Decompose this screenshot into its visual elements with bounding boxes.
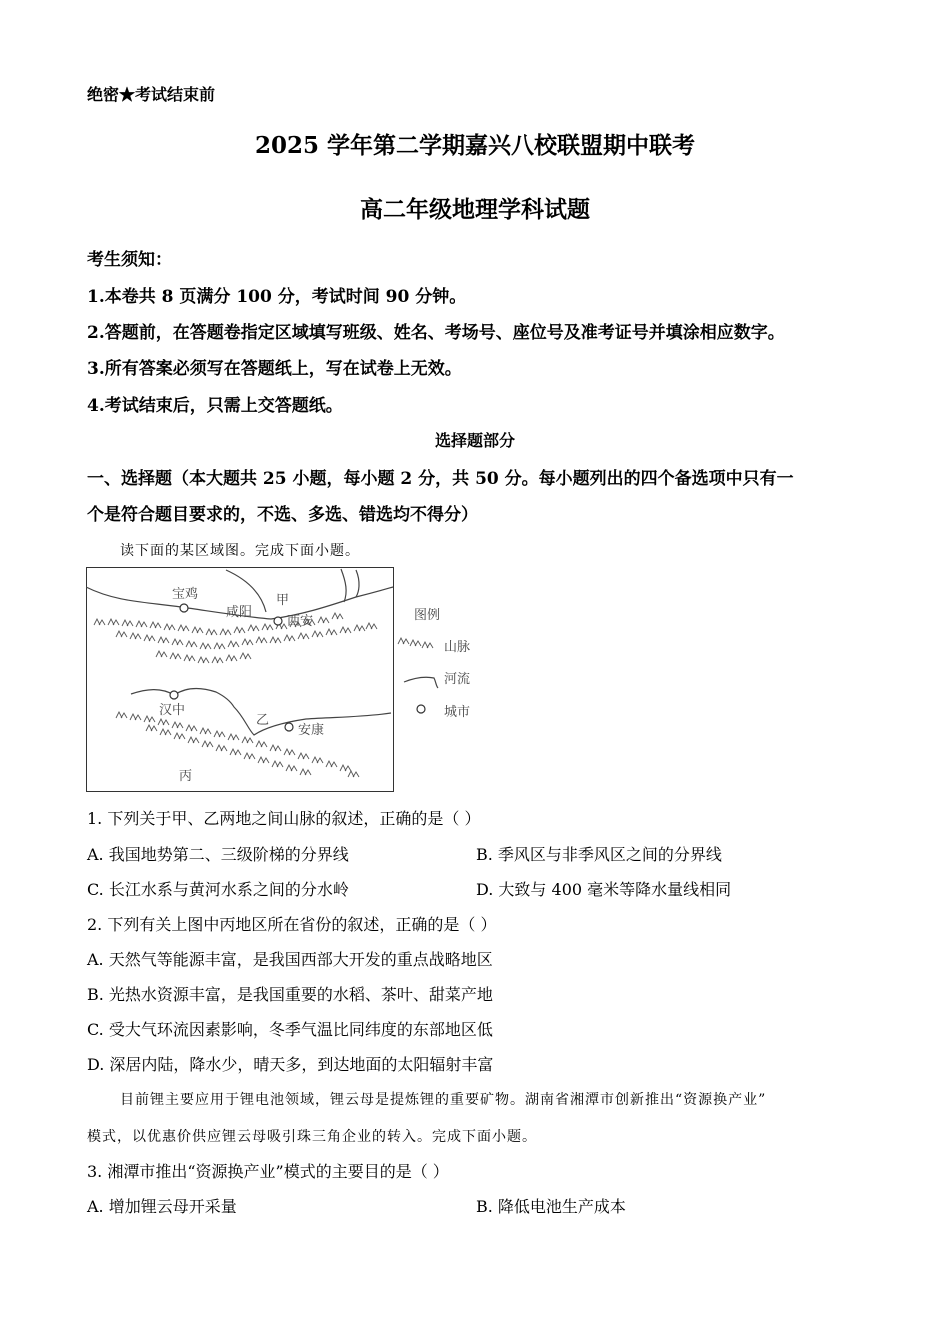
- question-1-option-a: A. 我国地势第二、三级阶梯的分界线: [87, 845, 349, 864]
- legend-river-label: 河流: [444, 672, 471, 687]
- question-3-option-a: A. 增加锂云母开采量: [87, 1197, 237, 1216]
- region-map: [86, 567, 394, 792]
- question-1-option-c: C. 长江水系与黄河水系之间的分水岭: [87, 880, 349, 899]
- label-ankang: 安康: [298, 723, 325, 738]
- label-hanzhong: 汉中: [159, 703, 186, 718]
- intro-map: 读下面的某区域图。完成下面小题。: [120, 543, 360, 559]
- section-instruction-line2: 个是符合题目要求的，不选、多选、错选均不得分）: [87, 505, 478, 525]
- legend-city-symbol: [417, 705, 425, 713]
- passage-lithium-line1: 目前锂主要应用于锂电池领域，锂云母是提炼锂的重要矿物。湖南省湘潭市创新推出“资源换产业”: [120, 1092, 767, 1108]
- confidential-mark: 绝密★考试结束前: [87, 85, 216, 104]
- label-bing: 丙: [179, 769, 193, 784]
- city-xian: [274, 617, 282, 625]
- question-3-option-b: B. 降低电池生产成本: [476, 1197, 626, 1216]
- legend-mountain-symbol: [398, 638, 433, 648]
- notice-heading: 考生须知：: [87, 250, 172, 270]
- notice-item-3: 3.所有答案必须写在答题纸上，写在试卷上无效。: [87, 359, 462, 379]
- city-baoji: [180, 604, 188, 612]
- notice-item-4: 4.考试结束后，只需上交答题纸。: [87, 396, 343, 416]
- legend-city-label: 城市: [444, 705, 471, 720]
- map-legend: [396, 600, 506, 740]
- legend-river-symbol: [404, 677, 438, 688]
- question-1-stem: 1. 下列关于甲、乙两地之间山脉的叙述，正确的是（ ）: [87, 809, 481, 828]
- label-yi: 乙: [256, 713, 270, 728]
- city-ankang: [285, 723, 293, 731]
- legend-mountain-label: 山脉: [444, 640, 471, 655]
- label-jia: 甲: [276, 593, 290, 608]
- label-xian: 西安: [287, 614, 314, 629]
- label-xianyang: 咸阳: [226, 605, 253, 620]
- question-2-option-a: A. 天然气等能源丰富，是我国西部大开发的重点战略地区: [87, 950, 493, 969]
- exam-subtitle: 高二年级地理学科试题: [360, 196, 590, 223]
- question-3-stem: 3. 湘潭市推出“资源换产业”模式的主要目的是（ ）: [87, 1162, 449, 1181]
- notice-item-1: 1.本卷共 8 页满分 100 分，考试时间 90 分钟。: [87, 287, 467, 307]
- section-instruction-line1: 一、选择题（本大题共 25 小题，每小题 2 分，共 50 分。每小题列出的四个备选项中只有一: [87, 469, 794, 489]
- legend-title: 图例: [414, 608, 441, 623]
- question-2-option-b: B. 光热水资源丰富，是我国重要的水稻、茶叶、甜菜产地: [87, 985, 493, 1004]
- section-name: 选择题部分: [434, 431, 515, 450]
- passage-lithium-line2: 模式，以优惠价供应锂云母吸引珠三角企业的转入。完成下面小题。: [87, 1129, 537, 1145]
- exam-title: 2025 学年第二学期嘉兴八校联盟期中联考: [254, 132, 696, 159]
- city-hanzhong: [170, 691, 178, 699]
- notice-item-2: 2.答题前，在答题卷指定区域填写班级、姓名、考场号、座位号及准考证号并填涂相应数字。: [87, 323, 785, 343]
- question-2-stem: 2. 下列有关上图中丙地区所在省份的叙述，正确的是（ ）: [87, 915, 497, 934]
- question-2-option-c: C. 受大气环流因素影响，冬季气温比同纬度的东部地区低: [87, 1020, 493, 1039]
- label-baoji: 宝鸡: [172, 587, 199, 602]
- question-1-option-d: D. 大致与 400 毫米等降水量线相同: [476, 880, 732, 899]
- question-1-option-b: B. 季风区与非季风区之间的分界线: [476, 845, 722, 864]
- question-2-option-d: D. 深居内陆，降水少，晴天多，到达地面的太阳辐射丰富: [87, 1055, 494, 1074]
